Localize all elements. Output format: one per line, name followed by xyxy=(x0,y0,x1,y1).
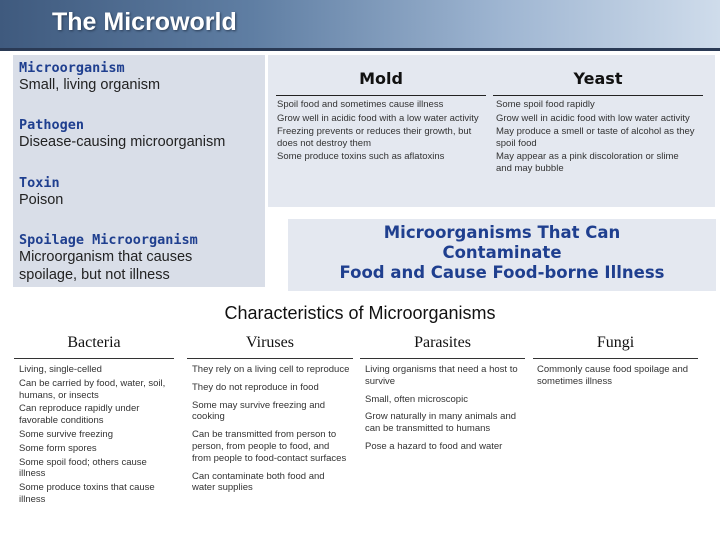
contaminate-line-1: Microorganisms That Can xyxy=(383,223,621,242)
list-item: Some produce toxins such as aflatoxins xyxy=(277,151,445,162)
mold-yeast-panel xyxy=(268,55,715,207)
yeast-heading: Yeast xyxy=(573,69,623,88)
definition-term: Pathogen xyxy=(19,117,85,133)
list-item: Some produce toxins that cause illness xyxy=(19,482,155,505)
viruses-column xyxy=(187,334,353,494)
list-item: Some spoil food; others cause illness xyxy=(19,456,147,480)
characteristics-title: Characteristics of Microorganisms xyxy=(224,303,496,323)
viruses-heading-rule xyxy=(187,358,353,359)
mold-list xyxy=(277,99,482,165)
definition-term: Toxin xyxy=(19,175,60,191)
list-item: Commonly cause food spoilage and sometimes illness xyxy=(537,364,689,387)
list-item: Can contaminate both food and water supplies xyxy=(192,470,325,494)
definition-toxin xyxy=(19,175,259,209)
list-item: May appear as a pink discoloration or slime and may bubble xyxy=(496,151,679,174)
page-title: The Microworld xyxy=(52,8,237,36)
definition-text: Microorganism that causes spoilage, but not illness xyxy=(19,249,193,283)
contaminate-panel xyxy=(288,219,716,291)
fungi-heading-rule xyxy=(533,358,698,359)
contaminate-heading xyxy=(288,223,716,283)
definition-text: Poison xyxy=(19,192,64,208)
definition-microorganism xyxy=(19,60,259,94)
list-item: Grow naturally in many animals and can be transmitted to humans xyxy=(365,411,517,435)
parasites-list xyxy=(365,364,525,459)
definition-pathogen xyxy=(19,117,263,151)
list-item: Some spoil food rapidly xyxy=(496,99,595,110)
yeast-list xyxy=(496,99,696,176)
definition-term: Spoilage Microorganism xyxy=(19,232,198,248)
mold-heading-rule xyxy=(276,95,486,96)
definition-text: Small, living organism xyxy=(19,77,161,93)
parasites-column xyxy=(360,334,525,452)
contaminate-line-3: Food and Cause Food-borne Illness xyxy=(339,263,665,282)
list-item: Living organisms that need a host to survive xyxy=(365,364,518,387)
definition-term: Microorganism xyxy=(19,60,125,76)
viruses-list xyxy=(192,364,350,500)
bacteria-list xyxy=(19,364,167,508)
list-item: Can reproduce rapidly under favorable conditions xyxy=(19,403,140,427)
list-item: Some may survive freezing and cooking xyxy=(192,399,326,423)
list-item: Grow well in acidic food with a low water activity xyxy=(277,112,479,124)
list-item: Some form spores xyxy=(19,442,97,454)
contaminate-line-2: Contaminate xyxy=(442,243,562,262)
title-underline xyxy=(0,48,720,51)
list-item: Pose a hazard to food and water xyxy=(365,440,503,452)
definition-text: Disease-causing microorganism xyxy=(19,134,226,150)
bacteria-heading-rule xyxy=(14,358,174,359)
list-item: Living, single-celled xyxy=(19,364,102,375)
list-item: Small, often microscopic xyxy=(365,393,468,405)
list-item: Can be carried by food, water, soil, humans, or insects xyxy=(19,377,166,401)
list-item: May produce a smell or taste of alcohol as they spoil food xyxy=(496,126,695,149)
mold-heading: Mold xyxy=(359,69,403,88)
list-item: Spoil food and sometimes cause illness xyxy=(277,99,444,110)
list-item: Grow well in acidic food with low water activity xyxy=(496,112,690,124)
list-item: They rely on a living cell to reproduce xyxy=(192,364,350,375)
list-item: Can be transmitted from person to person, from people to food, and from people to food-contact surfaces xyxy=(192,429,347,464)
fungi-column xyxy=(533,334,698,387)
bacteria-column xyxy=(14,334,174,505)
fungi-heading: Fungi xyxy=(596,334,635,351)
list-item: Some survive freezing xyxy=(19,428,113,440)
yeast-heading-rule xyxy=(493,95,703,96)
parasites-heading: Parasites xyxy=(414,334,471,351)
bacteria-heading: Bacteria xyxy=(67,334,121,351)
title-bar xyxy=(0,0,720,48)
definitions-panel xyxy=(13,55,265,287)
viruses-heading: Viruses xyxy=(246,334,294,351)
fungi-list xyxy=(537,364,699,394)
list-item: They do not reproduce in food xyxy=(192,381,319,393)
definition-spoilage-microorganism xyxy=(19,232,244,284)
list-item: Freezing prevents or reduces their growth, but does not destroy them xyxy=(277,126,472,149)
parasites-heading-rule xyxy=(360,358,525,359)
